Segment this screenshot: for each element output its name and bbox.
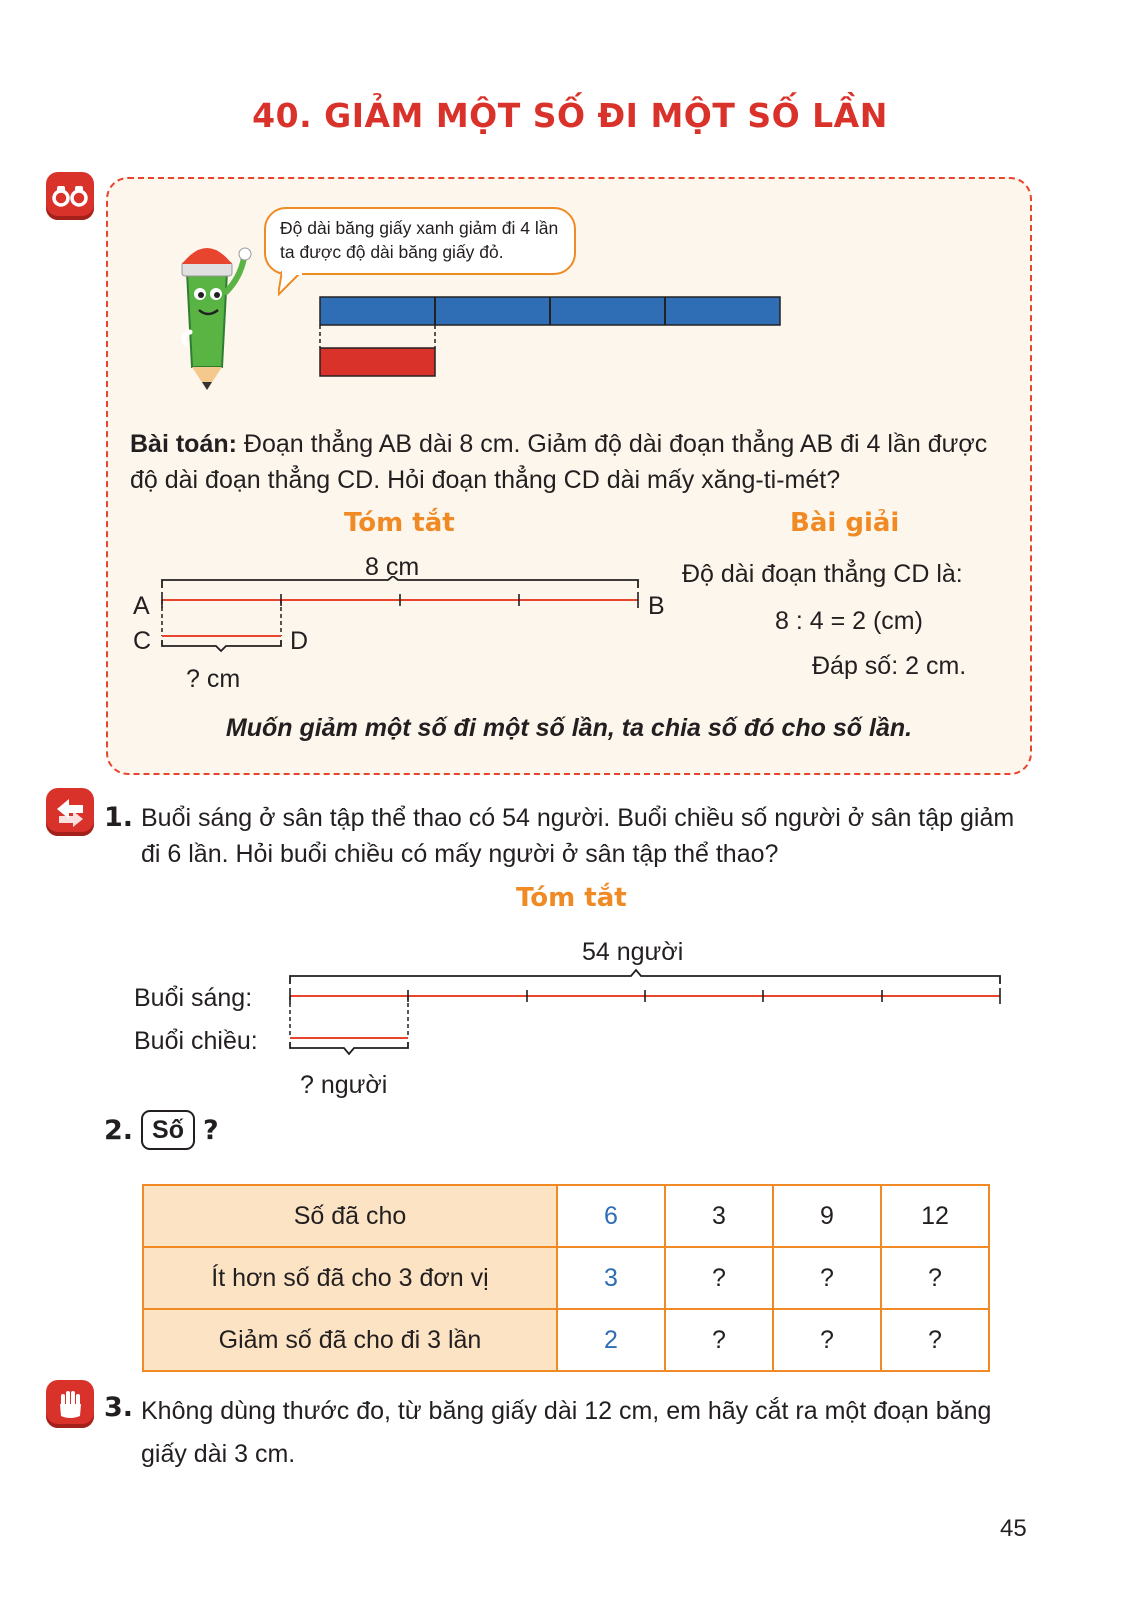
solution-line-1: Độ dài đoạn thẳng CD là:	[682, 560, 963, 588]
table-cell: 6	[557, 1185, 665, 1247]
summary-heading: Tóm tắt	[344, 508, 455, 538]
solution-answer: Đáp số: 2 cm.	[812, 652, 967, 680]
table-row	[143, 1247, 989, 1309]
label-b: B	[648, 592, 665, 620]
practice-arrows-icon	[46, 788, 94, 836]
answer-cell[interactable]: ?	[881, 1309, 989, 1371]
ex1-text: Buổi sáng ở sân tập thể thao có 54 người. Buổi chiều số người ở sân tập giảm đi 6 lần. Hỏi buổi chiều có mấy người ở sân tập thể thao?	[141, 804, 1015, 868]
ex2-question-mark: ?	[203, 1114, 219, 1146]
table-row	[143, 1185, 989, 1247]
answer-cell[interactable]: ?	[773, 1309, 881, 1371]
ex1-number: 1.	[104, 802, 134, 833]
speech-bubble: Độ dài băng giấy xanh giảm đi 4 lần ta được độ dài băng giấy đỏ.	[264, 207, 576, 275]
pencil-mascot-icon	[152, 232, 262, 392]
label-c: C	[133, 627, 152, 655]
ex1-row2-label: Buổi chiều:	[134, 1027, 258, 1055]
label-8cm: 8 cm	[365, 553, 420, 581]
table-cell: 3	[557, 1247, 665, 1309]
table-cell: 12	[881, 1185, 989, 1247]
ex1-segment-diagram	[282, 968, 1012, 1068]
solution-line-2: 8 : 4 = 2 (cm)	[775, 607, 923, 635]
label-a: A	[133, 592, 150, 620]
row-label: Giảm số đã cho đi 3 lần	[143, 1309, 557, 1371]
label-d: D	[290, 627, 309, 655]
rule-text: Muốn giảm một số đi một số lần, ta chia số đó cho số lần.	[225, 714, 913, 742]
ex3-number: 3.	[104, 1392, 134, 1423]
problem-label: Bài toán:	[130, 430, 237, 458]
row-label: Số đã cho	[143, 1185, 557, 1247]
ex2-header	[104, 1110, 219, 1150]
page-number: 45	[1000, 1515, 1027, 1542]
label-q-cm: ? cm	[186, 665, 241, 693]
red-strip	[320, 348, 435, 376]
page-title: 40. GIẢM MỘT SỐ ĐI MỘT SỐ LẦN	[252, 96, 888, 135]
hand-icon	[46, 1380, 94, 1428]
answer-cell[interactable]: ?	[881, 1247, 989, 1309]
ex1-label-54: 54 người	[582, 938, 684, 966]
solution-heading: Bài giải	[790, 508, 900, 538]
ex1-summary-heading: Tóm tắt	[516, 883, 627, 913]
ex2-number: 2.	[104, 1114, 134, 1146]
row-label: Ít hơn số đã cho 3 đơn vị	[143, 1247, 557, 1309]
speech-bubble-tail	[278, 271, 308, 297]
ex3-text: Không dùng thước đo, từ băng giấy dài 12 cm, em hãy cắt ra một đoạn băng giấy dài 3 cm.	[141, 1397, 992, 1468]
ex2-table	[142, 1184, 990, 1372]
answer-cell[interactable]: ?	[773, 1247, 881, 1309]
problem-paragraph	[130, 426, 1010, 498]
ex2-so-box: Số	[141, 1110, 195, 1150]
table-cell: 3	[665, 1185, 773, 1247]
problem-text: Đoạn thẳng AB dài 8 cm. Giảm độ dài đoạn thẳng AB đi 4 lần được độ dài đoạn thẳng CD. Hỏi đoạn thẳng CD dài mấy xăng-ti-mét?	[130, 430, 988, 494]
table-row	[143, 1309, 989, 1371]
segment-diagram-ab-cd	[150, 576, 650, 666]
ex1-bottom-label: ? người	[300, 1071, 388, 1099]
answer-cell[interactable]: ?	[665, 1309, 773, 1371]
ex1-row1-label: Buổi sáng:	[134, 984, 253, 1012]
table-cell: 2	[557, 1309, 665, 1371]
table-cell: 9	[773, 1185, 881, 1247]
answer-cell[interactable]: ?	[665, 1247, 773, 1309]
strip-diagram	[318, 292, 808, 382]
binoculars-icon	[46, 172, 94, 220]
